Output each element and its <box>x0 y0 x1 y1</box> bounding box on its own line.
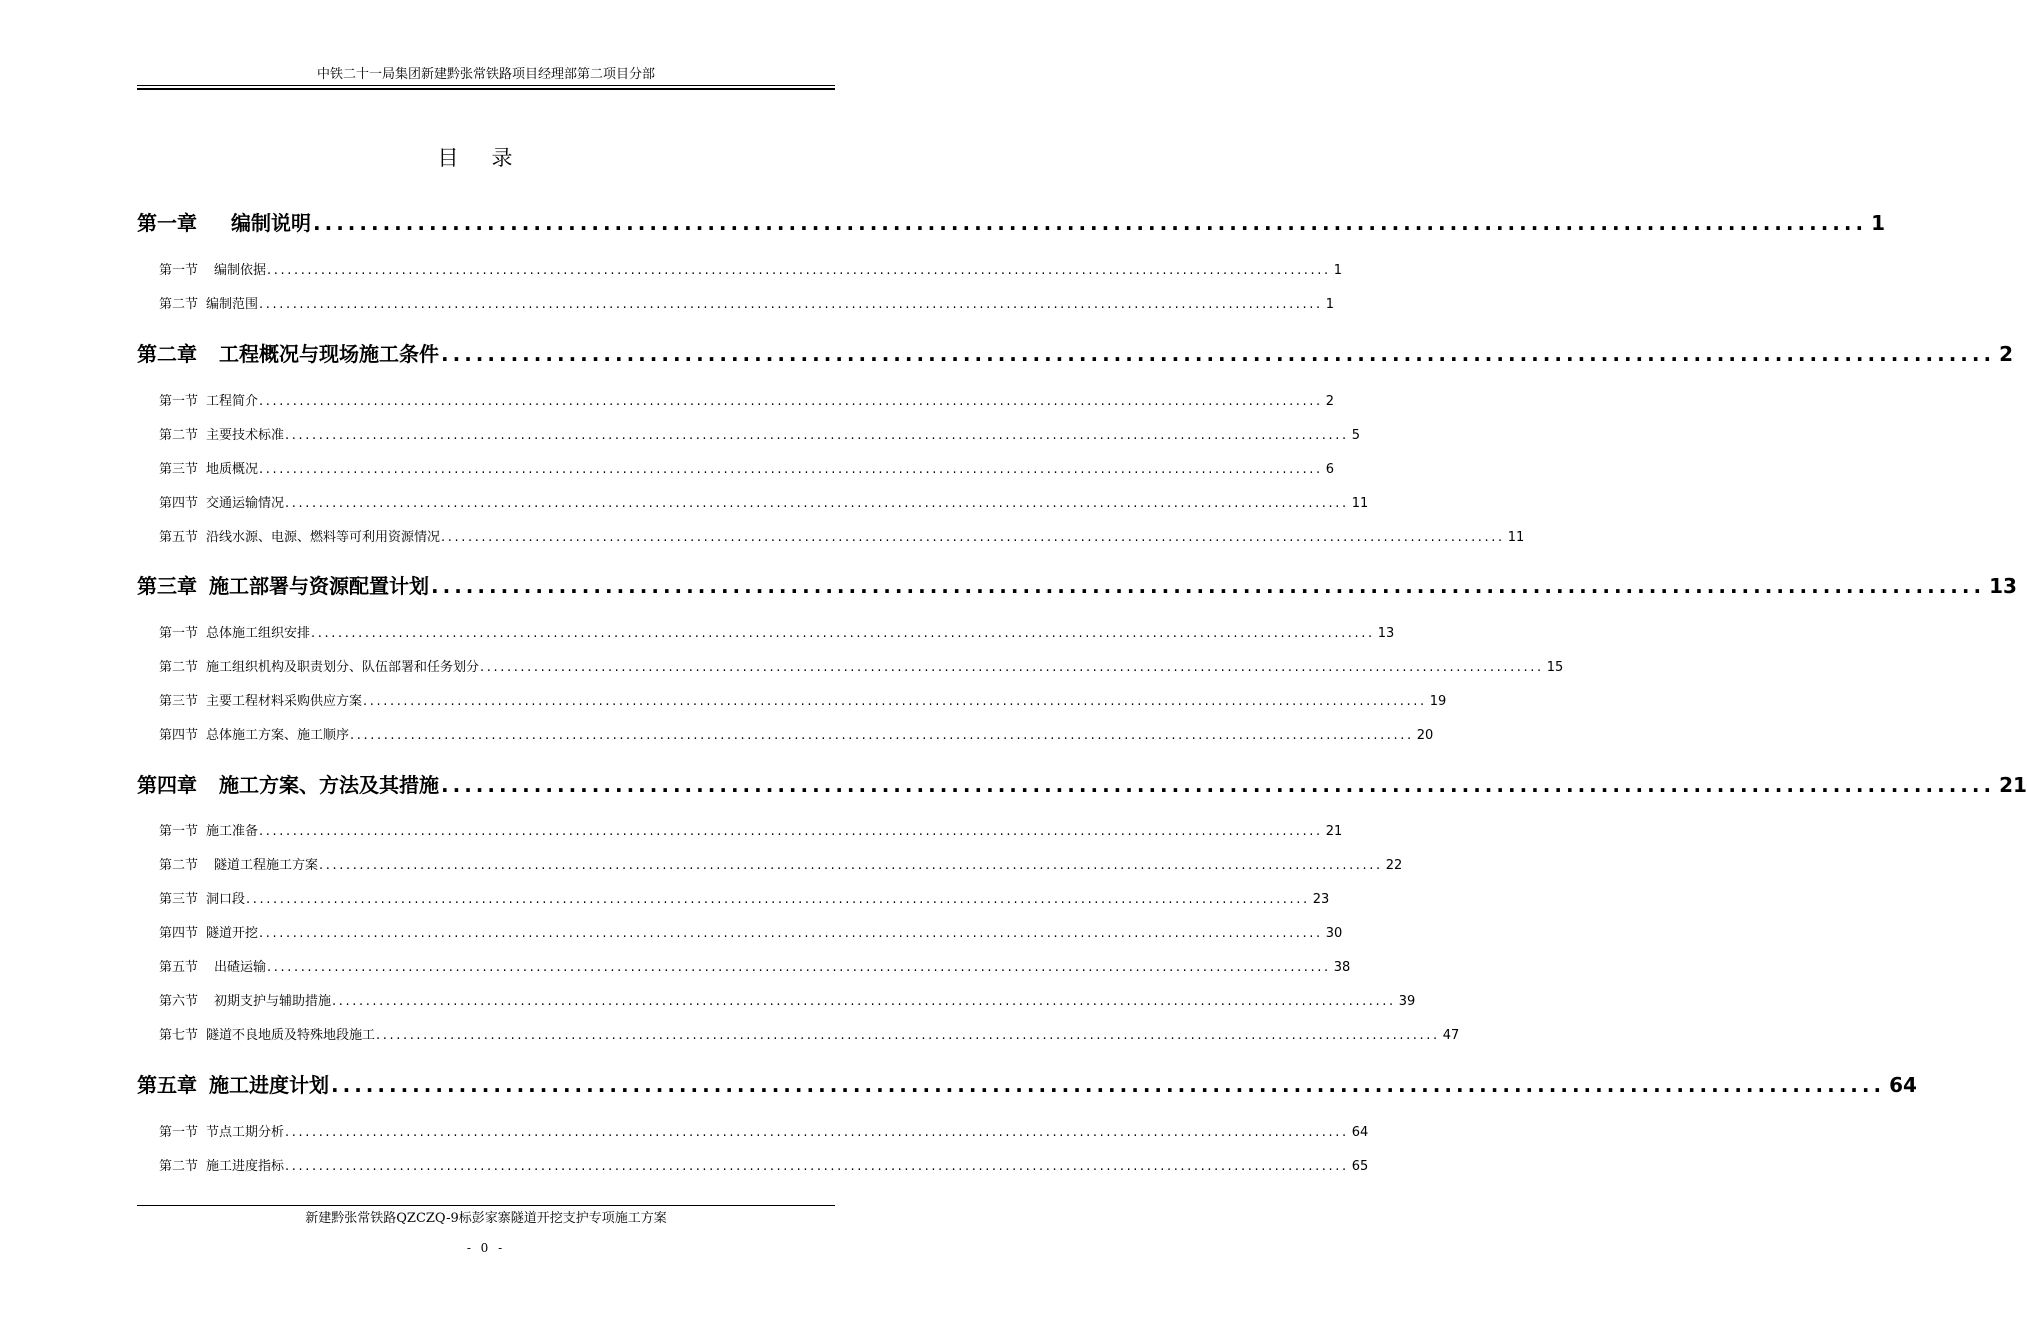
section-title: 编制范围 <box>206 297 259 312</box>
dot-leader: .............................................................................................................................................................. <box>285 496 1349 511</box>
section-title: 总体施工组织安排 <box>206 626 311 641</box>
dot-leader: .............................................................................................................................................................. <box>259 394 1323 409</box>
dot-leader: .............................................................................................................................................................. <box>267 263 1331 278</box>
section-title: 沿线水源、电源、燃料等可利用资源情况 <box>206 530 441 545</box>
section-label: 第一节 <box>159 824 199 839</box>
dot-leader: .............................................................................................................................................................. <box>285 1159 1349 1174</box>
toc-section-3-4[interactable] <box>159 725 1434 745</box>
toc-section-2-5[interactable] <box>159 527 1525 547</box>
toc-section-4-5[interactable] <box>159 957 1351 977</box>
section-title: 施工组织机构及职责划分、队伍部署和任务划分 <box>206 660 480 675</box>
section-page: 6 <box>1325 462 1335 477</box>
chapter-page: 64 <box>1889 1073 1917 1097</box>
header-text: 中铁二十一局集团新建黔张常铁路项目经理部第二项目分部 <box>316 67 655 82</box>
toc-section-4-4[interactable] <box>159 923 1343 943</box>
toc-chapter-5[interactable] <box>137 1068 1917 1098</box>
section-label: 第一节 <box>159 1125 199 1140</box>
chapter-label: 第五章 <box>137 1073 197 1097</box>
dot-leader: .............................................................................................................................................................. <box>285 428 1349 443</box>
section-page: 65 <box>1351 1159 1369 1174</box>
section-page: 2 <box>1325 394 1335 409</box>
toc-section-2-1[interactable] <box>159 391 1335 411</box>
section-page: 47 <box>1442 1028 1460 1043</box>
section-label: 第四节 <box>159 496 199 511</box>
dot-leader: .............................................................................................................................................................. <box>259 824 1323 839</box>
dot-leader: ...................................................................................................................................... <box>331 1073 1886 1097</box>
section-label: 第四节 <box>159 728 199 743</box>
dot-leader: .............................................................................................................................................................. <box>332 994 1396 1009</box>
section-page: 22 <box>1385 858 1403 873</box>
section-page: 19 <box>1429 694 1447 709</box>
section-label: 第三节 <box>159 694 199 709</box>
section-label: 第五节 <box>159 960 199 975</box>
section-label: 第一节 <box>159 626 199 641</box>
section-title: 地质概况 <box>206 462 259 477</box>
section-page: 11 <box>1507 530 1525 545</box>
dot-leader: .............................................................................................................................................................. <box>246 892 1310 907</box>
section-page: 39 <box>1398 994 1416 1009</box>
section-page: 20 <box>1416 728 1434 743</box>
dot-leader: ...................................................................................................................................... <box>441 342 1996 366</box>
section-title: 隧道不良地质及特殊地段施工 <box>206 1028 376 1043</box>
chapter-page: 1 <box>1871 211 1886 235</box>
toc-section-4-2[interactable] <box>159 855 1403 875</box>
toc-section-4-6[interactable] <box>159 991 1416 1011</box>
dot-leader: ...................................................................................................................................... <box>313 211 1868 235</box>
dot-leader: ...................................................................................................................................... <box>431 574 1986 598</box>
section-label: 第三节 <box>159 462 199 477</box>
toc-chapter-3[interactable] <box>137 569 2017 599</box>
page-number: - 0 - <box>466 1241 506 1255</box>
chapter-title: 施工方案、方法及其措施 <box>219 773 439 797</box>
dot-leader: .............................................................................................................................................................. <box>480 660 1544 675</box>
toc-section-3-3[interactable] <box>159 691 1447 711</box>
toc-chapter-1[interactable] <box>137 206 1886 236</box>
toc-section-3-2[interactable] <box>159 657 1564 677</box>
section-page: 5 <box>1351 428 1361 443</box>
toc-section-4-3[interactable] <box>159 889 1330 909</box>
section-label: 第一节 <box>159 263 199 278</box>
section-label: 第二节 <box>159 1159 199 1174</box>
section-page: 23 <box>1312 892 1330 907</box>
section-title: 隧道工程施工方案 <box>214 858 319 873</box>
dot-leader: .............................................................................................................................................................. <box>311 626 1375 641</box>
section-title: 出碴运输 <box>214 960 267 975</box>
toc-section-4-7[interactable] <box>159 1025 1460 1045</box>
section-title: 节点工期分析 <box>206 1125 285 1140</box>
dot-leader: .............................................................................................................................................................. <box>350 728 1414 743</box>
dot-leader: .............................................................................................................................................................. <box>259 297 1323 312</box>
section-label: 第一节 <box>159 394 199 409</box>
toc-section-2-4[interactable] <box>159 493 1369 513</box>
section-page: 30 <box>1325 926 1343 941</box>
section-page: 13 <box>1377 626 1395 641</box>
section-title: 施工准备 <box>206 824 259 839</box>
section-label: 第七节 <box>159 1028 199 1043</box>
chapter-page: 21 <box>1999 773 2027 797</box>
toc-title: 目录 <box>437 146 546 170</box>
section-title: 主要工程材料采购供应方案 <box>206 694 363 709</box>
toc-section-3-1[interactable] <box>159 623 1395 643</box>
footer-rule <box>137 1205 835 1206</box>
dot-leader: .............................................................................................................................................................. <box>441 530 1505 545</box>
dot-leader: .............................................................................................................................................................. <box>259 462 1323 477</box>
header-rule-thin <box>137 85 835 86</box>
toc-section-2-3[interactable] <box>159 459 1335 479</box>
chapter-label: 第四章 <box>137 773 197 797</box>
section-title: 初期支护与辅助措施 <box>214 994 332 1009</box>
dot-leader: .............................................................................................................................................................. <box>285 1125 1349 1140</box>
toc-section-1-1[interactable] <box>159 260 1343 280</box>
section-label: 第二节 <box>159 297 199 312</box>
chapter-title: 施工部署与资源配置计划 <box>209 574 429 598</box>
toc-chapter-2[interactable] <box>137 337 2014 367</box>
section-page: 38 <box>1333 960 1351 975</box>
section-page: 1 <box>1325 297 1335 312</box>
chapter-label: 第三章 <box>137 574 197 598</box>
section-label: 第三节 <box>159 892 199 907</box>
dot-leader: .............................................................................................................................................................. <box>267 960 1331 975</box>
section-title: 总体施工方案、施工顺序 <box>206 728 350 743</box>
section-page: 21 <box>1325 824 1343 839</box>
chapter-title: 工程概况与现场施工条件 <box>219 342 439 366</box>
toc-section-5-2[interactable] <box>159 1156 1369 1176</box>
section-title: 隧道开挖 <box>206 926 259 941</box>
dot-leader: .............................................................................................................................................................. <box>319 858 1383 873</box>
section-label: 第五节 <box>159 530 199 545</box>
footer-text: 新建黔张常铁路QZCZQ-9标彭家寨隧道开挖支护专项施工方案 <box>305 1211 667 1226</box>
chapter-title: 施工进度计划 <box>209 1073 329 1097</box>
toc-chapter-4[interactable] <box>137 768 2027 798</box>
section-title: 洞口段 <box>206 892 246 907</box>
section-page: 11 <box>1351 496 1369 511</box>
chapter-label: 第二章 <box>137 342 197 366</box>
toc-section-2-2[interactable] <box>159 425 1361 445</box>
section-title: 主要技术标准 <box>206 428 285 443</box>
toc-section-1-2[interactable] <box>159 294 1335 314</box>
section-page: 64 <box>1351 1125 1369 1140</box>
section-label: 第二节 <box>159 428 199 443</box>
section-page: 1 <box>1333 263 1343 278</box>
section-label: 第二节 <box>159 660 199 675</box>
chapter-page: 13 <box>1989 574 2017 598</box>
chapter-page: 2 <box>1999 342 2014 366</box>
chapter-title: 编制说明 <box>231 211 311 235</box>
dot-leader: .............................................................................................................................................................. <box>376 1028 1440 1043</box>
dot-leader: ...................................................................................................................................... <box>441 773 1996 797</box>
section-title: 编制依据 <box>214 263 267 278</box>
section-title: 施工进度指标 <box>206 1159 285 1174</box>
section-label: 第四节 <box>159 926 199 941</box>
toc-section-5-1[interactable] <box>159 1122 1369 1142</box>
toc-section-4-1[interactable] <box>159 821 1343 841</box>
section-title: 交通运输情况 <box>206 496 285 511</box>
section-label: 第六节 <box>159 994 199 1009</box>
dot-leader: .............................................................................................................................................................. <box>363 694 1427 709</box>
header-rule-thick <box>137 88 835 90</box>
chapter-label: 第一章 <box>137 211 197 235</box>
section-title: 工程简介 <box>206 394 259 409</box>
section-page: 15 <box>1546 660 1564 675</box>
section-label: 第二节 <box>159 858 199 873</box>
dot-leader: .............................................................................................................................................................. <box>259 926 1323 941</box>
